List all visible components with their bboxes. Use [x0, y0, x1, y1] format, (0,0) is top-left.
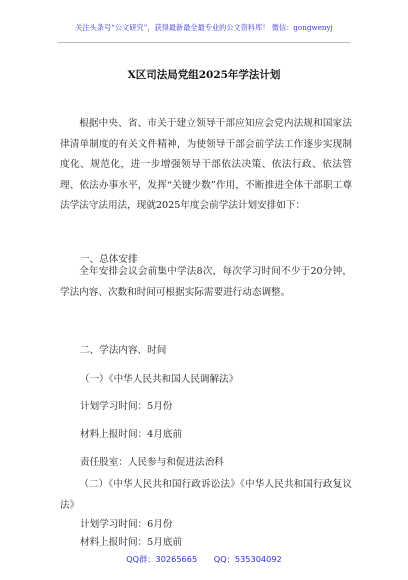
header-note: 关注头条号“公文研究”，获得最新最全最专业的公文资料库！ 微信：gongwenyj — [75, 23, 333, 32]
footer-qq: QQ：535304092 — [213, 554, 282, 564]
section1-heading: 一、总体安排 — [80, 254, 138, 265]
item1-responsible: 责任股室：人民参与和促进法治科 — [80, 457, 224, 468]
section2-heading: 二、学法内容、时间 — [80, 345, 167, 356]
item2-title: （二）《中华人民共和国行政诉讼法》《中华人民共和国行政复议法》 — [60, 479, 352, 511]
footer-qq-group: QQ群：30265665 — [126, 554, 198, 564]
intro-paragraph: 根据中央、省、市关于建立领导干部应知应会党内法规和国家法律清单制度的有关文件精神，为使领导干部会前学法工作逐步实现制度化、规范化，进一步增强领导干部依法决策、依法行政、依法管理、依法办事水平，发挥“关键少数”作用，不断推进全体干部职工尊法学法守法用法，现就2025年度会前学法计划安排如下： — [60, 118, 352, 211]
item2-material-deadline: 材料上报时间：5月底前 — [80, 537, 183, 548]
item1-title: （一）《中华人民共和国人民调解法》 — [80, 374, 239, 385]
footer-contact — [0, 554, 408, 565]
item1-study-time: 计划学习时间：5月份 — [80, 401, 173, 412]
item1-material-deadline: 材料上报时间：4月底前 — [80, 429, 183, 440]
section1-body: 全年安排会议会前集中学法8次，每次学习时间不少于20分钟，学法内容、次数和时间可根据实际需要进行动态调整。 — [60, 266, 352, 298]
item2-study-time: 计划学习时间：6月份 — [80, 519, 173, 530]
document-title: X区司法局党组2025年学法计划 — [127, 69, 281, 81]
header-divider — [58, 42, 350, 43]
